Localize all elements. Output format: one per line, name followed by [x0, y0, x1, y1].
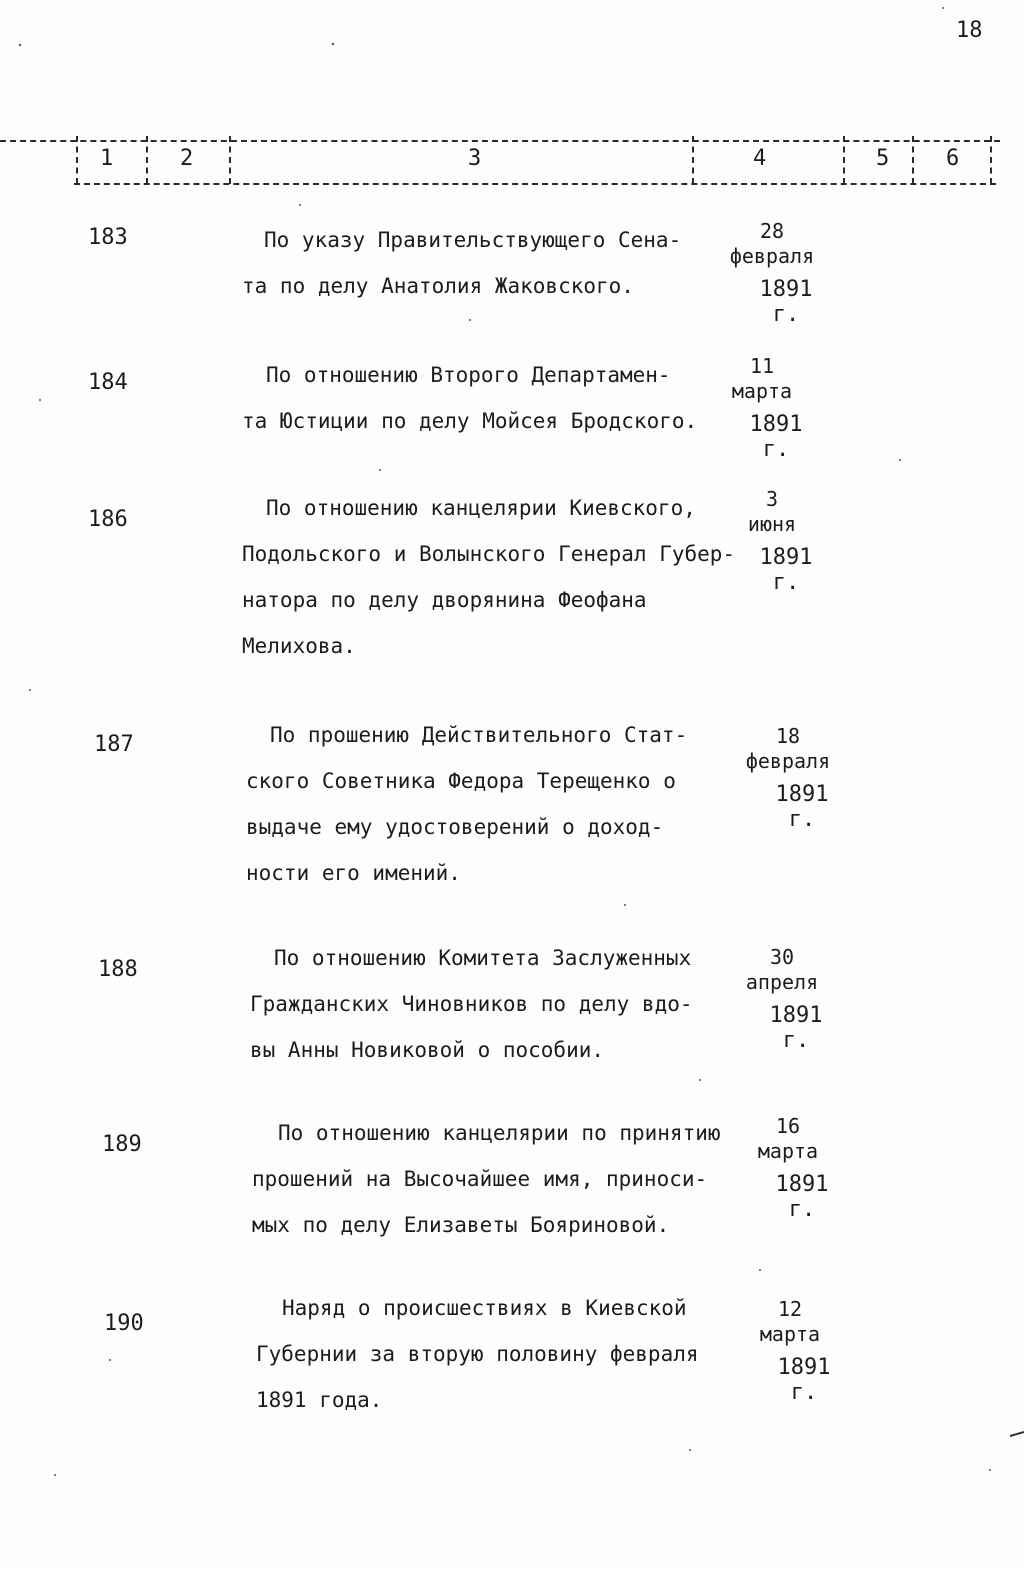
description-line: Подольского и Волынского Генерал Губер- — [242, 542, 736, 566]
description-line: та по делу Анатолия Жаковского. — [242, 274, 634, 298]
column-separator — [912, 136, 914, 184]
date-day: 18 — [775, 724, 801, 748]
entry-description — [250, 935, 740, 1073]
description-line: Мелихова. — [242, 634, 356, 658]
date-year: 1891 г. — [777, 1355, 831, 1405]
description-line: натора по делу дворянина Феофана — [242, 588, 647, 612]
date-month: марта — [757, 1139, 819, 1163]
header-top-rule — [0, 140, 1000, 142]
date-day: 11 — [749, 354, 775, 378]
column-separator — [76, 136, 78, 184]
description-line: ности его имений. — [246, 861, 461, 885]
description-line: Губернии за вторую половину февраля — [256, 1342, 699, 1366]
description-line: По прошению Действительного Стат- — [270, 723, 688, 747]
date-year: 1891 г. — [759, 277, 813, 327]
entry-date — [712, 219, 832, 327]
date-year: 1891 г. — [749, 412, 803, 462]
column-separator — [843, 136, 845, 184]
description-line: Наряд о происшествиях в Киевской — [282, 1296, 687, 1320]
description-line: мых по делу Елизаветы Бояриновой. — [252, 1213, 670, 1237]
column-header-1: 1 — [100, 146, 114, 171]
date-day: 16 — [775, 1114, 801, 1138]
description-line: выдаче ему удостоверений о доход- — [246, 815, 664, 839]
entry-number: 186 — [88, 507, 128, 532]
description-line: По указу Правительствующего Сена- — [264, 228, 682, 252]
description-line: та Юстиции по делу Мойсея Бродского. — [242, 409, 698, 433]
entry-date — [730, 1297, 850, 1405]
date-day: 12 — [777, 1297, 803, 1321]
column-header-3: 3 — [468, 146, 482, 171]
description-line: По отношению канцелярии Киевского, — [266, 496, 696, 520]
column-header-5: 5 — [876, 146, 890, 171]
date-year: 1891 г. — [769, 1003, 823, 1053]
date-month: марта — [759, 1322, 821, 1346]
column-separator — [229, 136, 231, 184]
column-header-2: 2 — [180, 146, 194, 171]
entry-date — [728, 1114, 848, 1222]
date-month: февраля — [729, 244, 815, 268]
date-year: 1891 г. — [775, 1172, 829, 1222]
entry-description — [242, 485, 762, 669]
entry-description — [252, 1110, 772, 1248]
entry-description — [246, 712, 736, 896]
column-separator — [990, 136, 992, 184]
description-line: Гражданских Чиновников по делу вдо- — [250, 992, 693, 1016]
header-bottom-rule — [74, 183, 996, 185]
column-header-4: 4 — [753, 146, 767, 171]
column-header-6: 6 — [946, 146, 960, 171]
date-day: 3 — [765, 487, 779, 511]
date-month: марта — [731, 379, 793, 403]
entry-date — [712, 487, 832, 595]
date-month: июня — [747, 512, 797, 536]
entry-number: 183 — [88, 225, 128, 250]
entry-number: 189 — [102, 1132, 142, 1157]
description-line: По отношению канцелярии по принятию — [278, 1121, 721, 1145]
page-number: 18 — [956, 18, 983, 43]
entry-number: 184 — [88, 370, 128, 395]
entry-date — [722, 945, 842, 1053]
description-line: 1891 года. — [256, 1388, 383, 1412]
column-separator — [692, 136, 694, 184]
column-separator — [146, 136, 148, 184]
date-day: 30 — [769, 945, 795, 969]
entry-number: 190 — [104, 1311, 144, 1336]
date-month: февраля — [745, 749, 831, 773]
description-line: По отношению Комитета Заслуженных — [274, 946, 692, 970]
entry-date — [702, 354, 822, 462]
description-line: По отношению Второго Департамен- — [266, 363, 671, 387]
date-day: 28 — [759, 219, 785, 243]
description-line: прошений на Высочайшее имя, приноси- — [252, 1167, 708, 1191]
description-line: ского Советника Федора Терещенко о — [246, 769, 676, 793]
entry-description — [242, 352, 732, 444]
entry-description — [242, 217, 732, 309]
date-month: апреля — [745, 970, 819, 994]
entry-date — [728, 724, 848, 832]
entry-description — [256, 1285, 746, 1423]
date-year: 1891 г. — [759, 545, 813, 595]
date-year: 1891 г. — [775, 782, 829, 832]
description-line: вы Анны Новиковой о пособии. — [250, 1038, 605, 1062]
entry-number: 188 — [98, 957, 138, 982]
entry-number: 187 — [94, 732, 134, 757]
